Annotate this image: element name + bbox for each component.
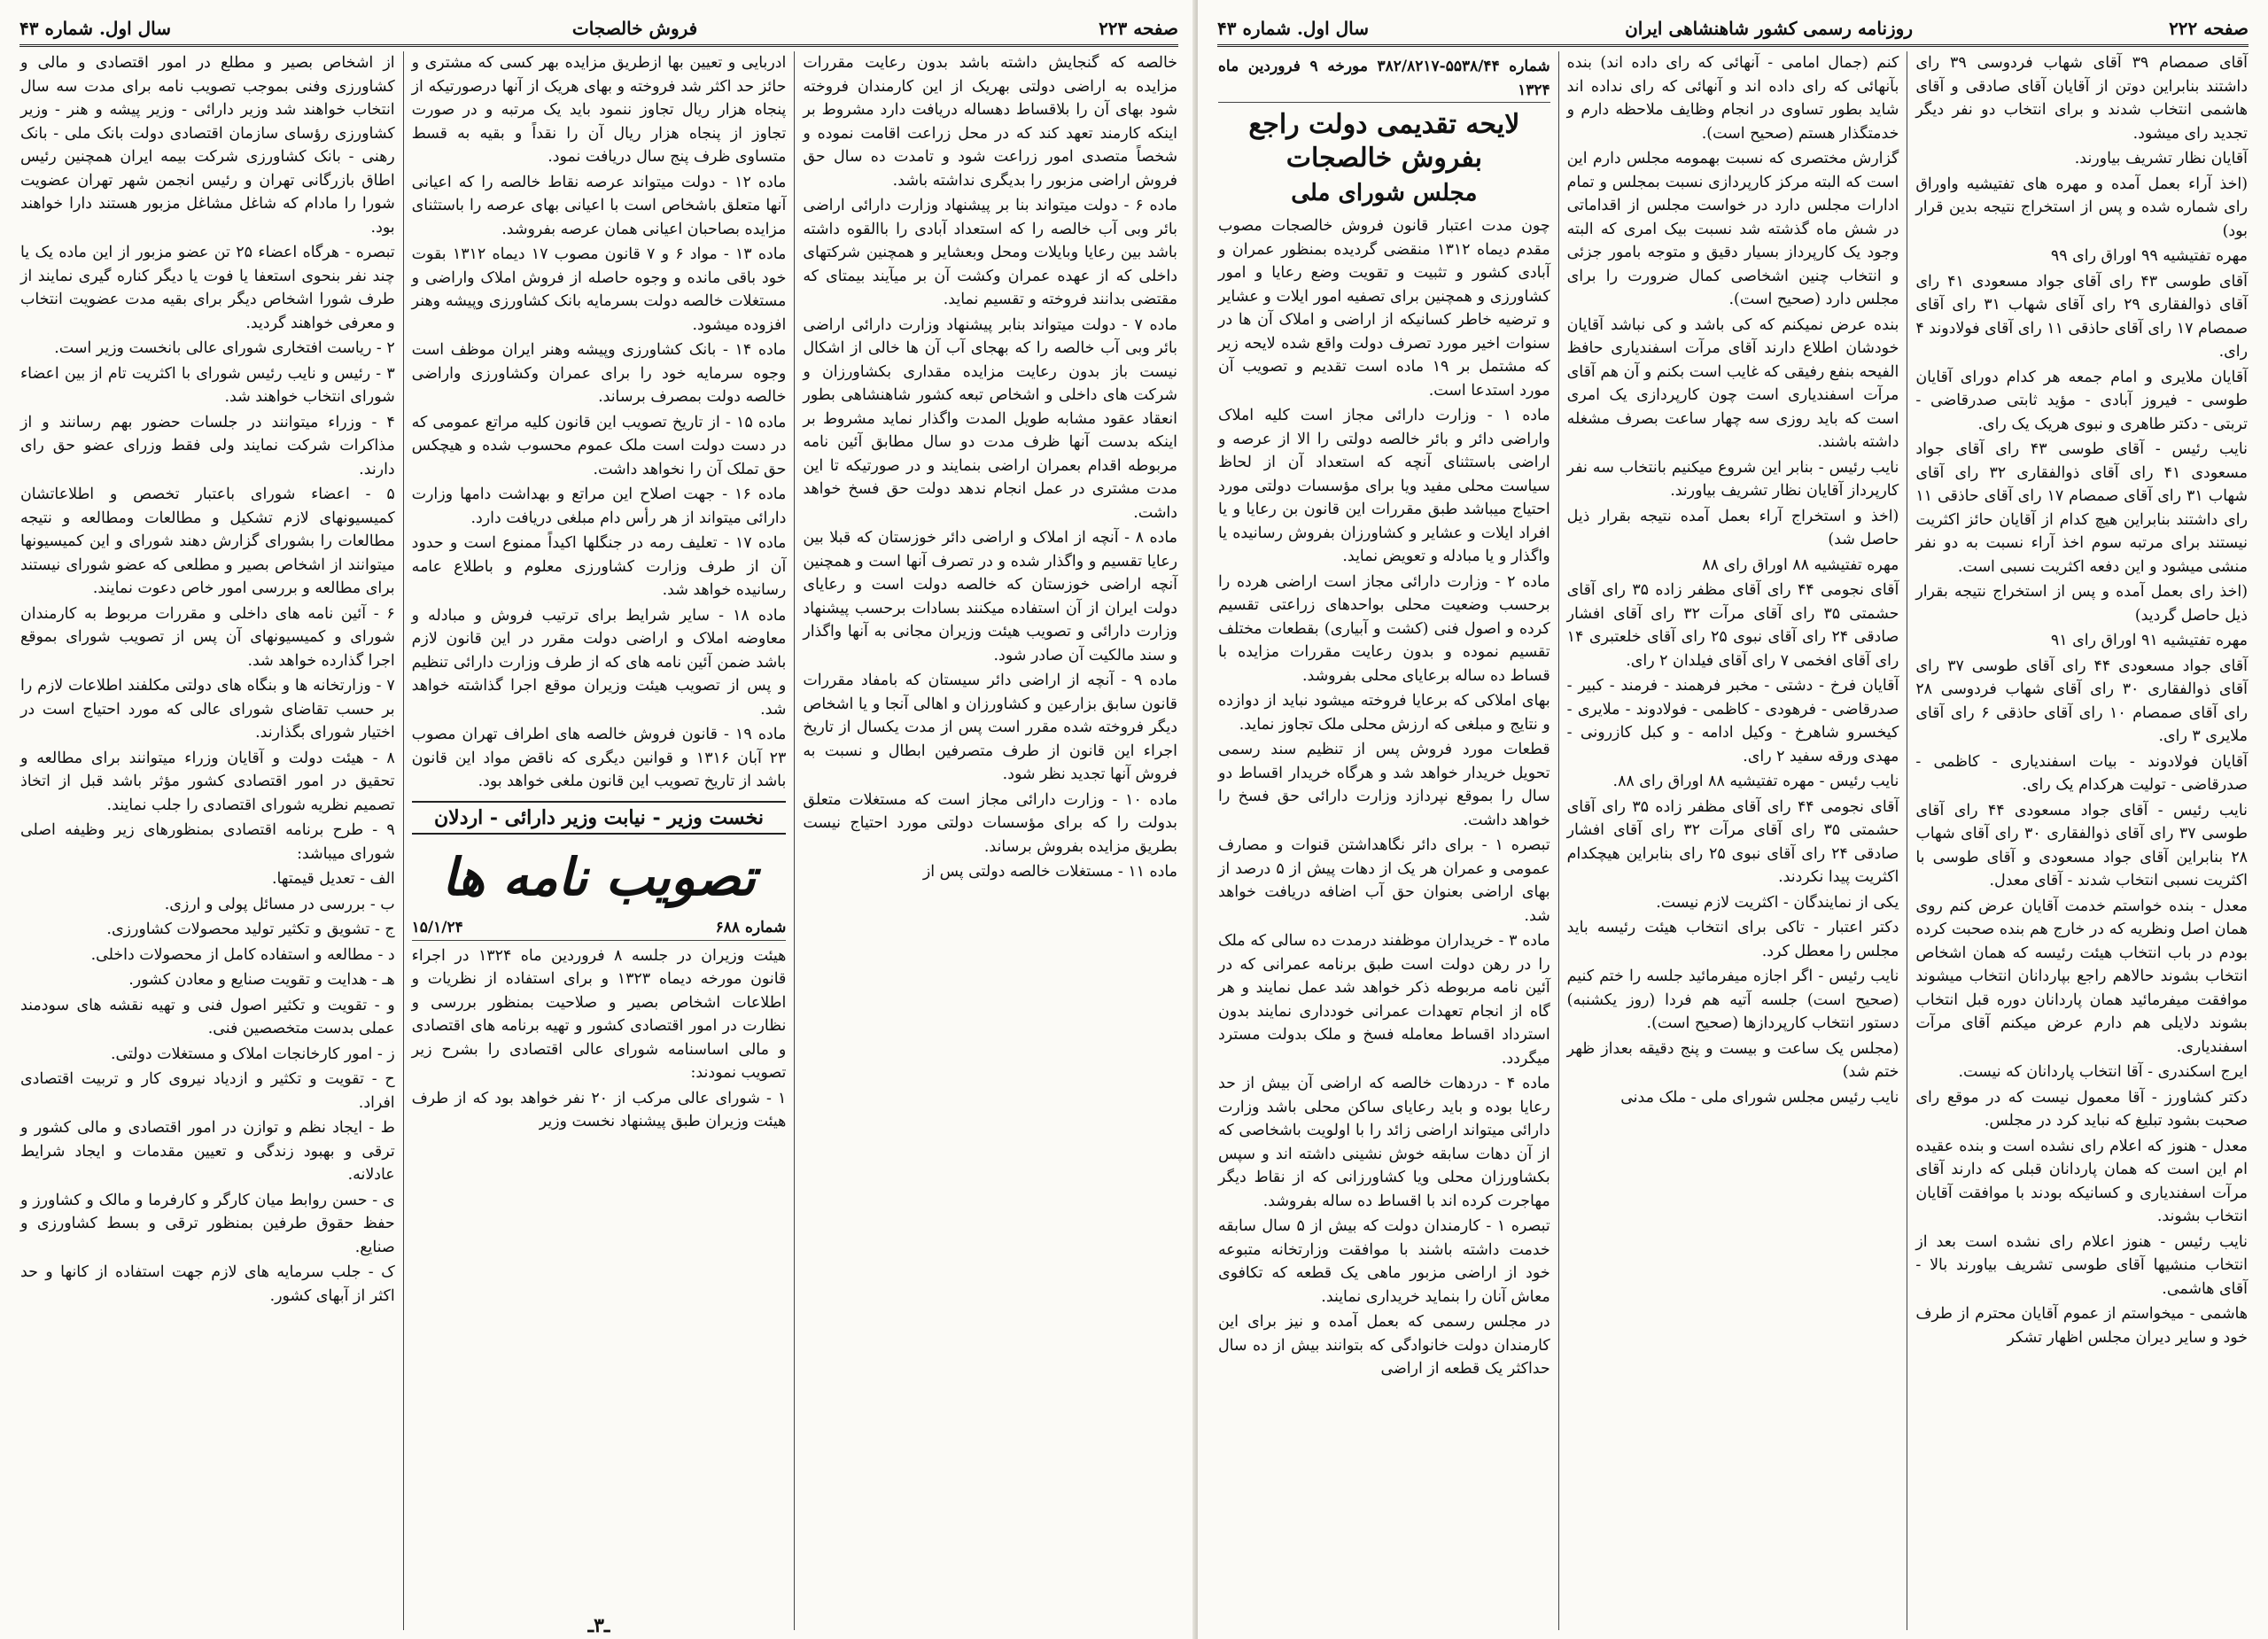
- bill-heading: لایحه تقدیمی دولت راجع بفروش خالصجات: [1248, 109, 1520, 174]
- paragraph: بنده عرض نمیکنم که کی باشد و کی نباشد آقایان خودشان اطلاع دارند آقای مرآت اسفندیاری حافظ الفیحه بنفع رفیقی که غایب است بکنم و آن هم آقای مرآت اسفندیاری است چون کارپردازی یک امری است که باید روزی سه چهار ساعت بصرف مشغله داشته باشند.: [1566, 315, 1899, 451]
- paragraph: ماده ۲ - وزارت دارائی مجاز است اراضی هرده را برحسب وضعیت محلی بواحدهای زراعتی تقسیم کرده و اصول فنی (کشت و آبیاری) بقطعات مختلف تقسیم نموده و بدون رعایت مقررات مزایده با قساط ده ساله برعایای محلی بفروشد.: [1217, 572, 1550, 685]
- paragraph: ۴ - وزراء میتوانند در جلسات حضور بهم رسانند و از مذاکرات شرکت نمایند ولی فقط وزرای عضو حق رای دارند.: [19, 413, 395, 478]
- paragraph: از اشخاص بصیر و مطلع در امور اقتصادی و مالی و کشاورزی وفنی بموجب تصویب نامه برای مدت سه سال انتخاب خواهند شد وزیر دارائی - وزیر پیشه و هنر - وزیر کشاورزی رؤسای سازمان اقتصادی دولت بانک ملی - بانک رهنی - بانک کشاورزی شرکت بیمه ایران همچنین رئیس اطاق بازرگانی تهران و رئیس انجمن شهر تهران عضویت شورا را مادام که شاغل مشاغل مزبور هستند دارا خواهند بود.: [19, 54, 395, 237]
- paragraph: الف - تعدیل قیمتها.: [271, 870, 395, 888]
- decree-date: ۱۵/۱/۲۴: [411, 919, 463, 936]
- paragraph: ماده ۴ - دردهات خالصه که اراضی آن بیش از حد رعایا بوده و باید رعایای ساکن محلی باشد وزارت دارائی میتواند اراضی زائد را با اولویت باشخاصی که از آن دهات سابقه خوش نشینی داشته اند و سپس بکشاورزان محلی ویا کشاورزانی که از نقاط دیگر مهاجرت کرده اند با اقساط ده ساله بفروشد.: [1217, 1075, 1550, 1210]
- paragraph: معدل - بنده خواستم خدمت آقایان عرض کنم روی همان اصل ونظریه که در خارج هم بنده صحبت کرده بودم در باب انتخاب هیئت رئیسه که همان اشخاص انتخاب بشوند حالاهم راجع بپاردانان انتخاب میشوند موافقت میفرمائید همان پاردانان دوره قبل انتخاب بشوند دلایلی هم دارم عرض میکنم آقای مرآت اسفندیاری.: [1915, 897, 2248, 1056]
- column-2: [1558, 51, 1907, 1630]
- paragraph: آقای نجومی ۴۴ رای آقای مظفر زاده ۳۵ رای آقای حشمتی ۳۵ رای آقای مرآت ۳۲ رای آقای افشار صادقی ۲۴ رای آقای نبوی ۲۵ رای آقای خلعتبری ۱۴ رای آقای افخمی ۷ رای آقای فیلدان ۲ رای.: [1566, 581, 1899, 670]
- section-banner: تصویب نامه ها: [441, 847, 757, 907]
- paragraph: (اخذ رای بعمل آمده و پس از استخراج نتیجه بقرار ذیل حاصل گردید): [1915, 583, 2248, 625]
- paragraph: آقای نجومی ۴۴ رای آقای مظفر زاده ۳۵ رای آقای حشمتی ۳۵ رای آقای مرآت ۳۲ رای آقای افشار صادقی ۲۴ رای آقای نبوی ۲۵ رای بنابراین هیچکدام اکثریت پیدا نکردند.: [1566, 797, 1899, 886]
- paragraph: آقایان فولادوند - بیات اسفندیاری - کاظمی - صدرقاضی - تولیت هرکدام یک رای.: [1915, 752, 2248, 794]
- paragraph: آقایان نظار تشریف بیاورند.: [2074, 150, 2248, 167]
- paragraph: ماده ۸ - آنچه از املاک و اراضی دائر خوزستان که قبلا بین رعایا تقسیم و واگذار شده و در تصرف آنها است و همچنین آنچه اراضی خوزستان که خالصه دولت است و رعایای دولت ایران از آن استفاده میکنند بسادات برحسب پیشنهاد وزارت دارائی و تصویب هیئت وزیران مجانی به آنها واگذار و سند مالکیت آن صادر شود.: [803, 529, 1177, 664]
- paragraph: دکتر اعتبار - تاکی برای انتخاب هیئت رئیسه باید مجلس را معطل کرد.: [1566, 919, 1899, 960]
- paragraph: مهره تفتیشیه ۹۱ اوراق رای ۹۱: [2050, 632, 2248, 649]
- page-title: روزنامه رسمی کشور شاهنشاهی ایران: [1625, 18, 1913, 39]
- paragraph: ماده ۱۸ - سایر شرایط برای ترتیب فروش و مبادله و معاوضه املاک و اراضی دولت مقرر در این قانون لازم باشد ضمن آئین نامه های که از طرف وزارت دارائی تنظیم و پس از تصویب هیئت وزیران موقع اجرا گذاشته خواهد شد.: [411, 606, 787, 719]
- paragraph: تبصره - هرگاه اعضاء ۲۵ تن عضو مزبور از این ماده یک یا چند نفر بنحوی استعفا یا فوت یا دیگر کناره گیری نمایند از طرف شورا اشخاص دیگر برای بقیه مدت عضویت انتخاب و معرفی خواهند گردید.: [19, 244, 395, 332]
- paragraph: تبصره ۱ - کارمندان دولت که بیش از ۵ سال سابقه خدمت داشته باشند با موافقت وزارتخانه متبوعه خود از اراضی مزبور ماهی یک قطعه که تکافوی معاش آنان را بنماید خریداری نمایند.: [1217, 1217, 1550, 1306]
- paragraph: ماده ۱۹ - قانون فروش خالصه های اطراف تهران مصوب ۲۳ آبان ۱۳۱۶ و قوانین دیگری که ناقض مواد این قانون باشد از تاریخ تصویب این قانون ملغی خواهد بود.: [411, 726, 787, 790]
- footer-mark: ـ۳ـ: [587, 1614, 610, 1637]
- paragraph: ی - حسن روابط میان کارگر و کارفرما و مالک و کشاورز و حفظ حقوق طرفین بمنظور ترقی و بسط کشاورزی و صنایع.: [19, 1191, 395, 1256]
- paragraph: د - مطالعه و استفاده کامل از محصولات داخلی.: [90, 945, 395, 964]
- paragraph: ۲ - ریاست افتخاری شورای عالی بانخست وزیر است.: [54, 339, 395, 357]
- paragraph: نایب رئیس - اگر اجازه میفرمائید جلسه را ختم کنیم (صحیح است) جلسه آتیه هم فردا (روز یکشنبه) دستور انتخاب کارپردازها (صحیح است).: [1566, 967, 1899, 1032]
- paragraph: ز - امور کارخانجات املاک و مستغلات دولتی.: [110, 1045, 395, 1063]
- paragraph: ماده ۱ - وزارت دارائی مجاز است کلیه املاک واراضی دائر و بائر خالصه دولتی را الا از عرصه و اراضی باستثنای آنچه که استعداد آن از لحاظ سیاست محلی مفید ویا برای مؤسسات دولتی مورد احتیاج میباشد طبق مقررات این قانون بن رعایا و یا افراد ایلات و عشایر و کشاورزان بفروش رسانیده یا واگذار و یا مبادله و تعویض نماید.: [1217, 407, 1550, 565]
- paragraph: (اخذ و استخراج آراء بعمل آمده نتیجه بقرار ذیل حاصل شد): [1566, 507, 1899, 548]
- paragraph: آقایان ملایری و امام جمعه هر کدام دورای آقایان طوسی - فیروز آبادی - مؤید ثابتی صدرقاضی - تربتی - دکتر طاهری و نبوی هریک یک رای.: [1915, 368, 2248, 433]
- signature-line: نخست وزیر - نیابت وزیر دارائی - اردلان: [412, 801, 787, 835]
- page-number: صفحه ۲۲۲: [2169, 18, 2249, 39]
- decree-number: [412, 916, 787, 941]
- paragraph: و - تقویت و تکثیر اصول فنی و تهیه نقشه های سودمند عملی بدست متخصصین فنی.: [19, 996, 395, 1037]
- paragraph: ۹ - طرح برنامه اقتصادی بمنظورهای زیر وظیفه اصلی شورای میباشد:: [19, 821, 395, 863]
- paragraph: ماده ۹ - آنچه از اراضی دائر سیستان که بامفاد مقررات قانون سابق بزارعین و کشاورزان و اهالی آنجا و یا اشخاص دیگر فروخته شده مقرر است پس از مدت یکسال از تاریخ اجراء این قانون از طرف متصرفین ابطال و نسبت به فروش آنها تجدید نظر شود.: [803, 672, 1177, 783]
- page-222: [1198, 0, 2268, 1639]
- paragraph: ح - تقویت و تکثیر و ازدیاد نیروی کار و تربیت اقتصادی افراد.: [19, 1070, 395, 1112]
- paragraph: هـ - هدایت و تقویت صنایع و معادن کشور.: [128, 971, 395, 989]
- paragraph: ماده ۶ - دولت میتواند بنا بر پیشنهاد وزارت دارائی اراضی بائر وبی آب خالصه را که استعداد آبادی را باالقوه داشته باشد بین رعایا وبایلات ومحل وبعشایر و همچنین شرکتهای داخلی که از عهده عمران وکشت آن بر میآیند بیمتای که مقتضی بدانند فروخته و تقسیم نماید.: [803, 197, 1177, 308]
- bill-number: [1218, 55, 1550, 103]
- paragraph: ماده ۳ - خریداران موظفند درمدت ده سالی که ملک را در رهن دولت است طبق برنامه عمرانی که در آئین نامه مربوطه ذکر خواهد شد عمل نمایند و هر گاه از انجام تعهدات عمرانی خودداری نمایند بدون استرداد اقساط معامله فسخ و ملک بدولت مسترد میگردد.: [1217, 932, 1550, 1068]
- paragraph: (مجلس یک ساعت و بیست و پنج دقیقه بعداز ظهر ختم شد): [1566, 1039, 1899, 1081]
- paragraph: قطعات مورد فروش پس از تنظیم سند رسمی تحویل خریدار خواهد شد و هرگاه خریدار اقساط دو سال را بموقع نپردازد وزارت دارائی حق فسخ را خواهد داشت.: [1217, 741, 1550, 829]
- paragraph: ۵ - اعضاء شورای باعتبار تخصص و اطلاعاتشان کمیسیونهای لازم تشکیل و مطالعات ومطالعه و نتیجه مطالعات را بشورای گزارش دهند شورای و این کمیسیونها میتوانند از اشخاص بصیر و مطلعی که عضو شورای نیستند برای مطالعه و بررسی امور خاص دعوت نمایند.: [19, 485, 395, 597]
- paragraph: چون مدت اعتبار قانون فروش خالصجات مصوب مقدم دیماه ۱۳۱۲ منقضی گردیده بمنظور عمران و آبادی کشور و تثبیت و تقویت وضع رعایا و امور کشاورزی و همچنین برای تصفیه امور ایلات و عشایر و ترضیه خاطر کسانیکه از اراضی و املاک آن ها در سنوات اخیر مورد تصرف دولت واقع شده لایحه زیر که مشتمل بر ۱۹ ماده است تقدیم و تصویب آن مورد استدعا است.: [1217, 217, 1550, 400]
- paragraph: مهره تفتیشیه ۸۸ اوراق رای ۸۸: [1702, 555, 1899, 574]
- columns: [1210, 51, 2256, 1630]
- paragraph: ماده ۱۳ - مواد ۶ و ۷ قانون مصوب ۱۷ دیماه ۱۳۱۲ بقوت خود باقی مانده و وجوه حاصله از فروش املاک واراضی و مستغلات خالصه دولت بسرمایه بانک کشاورزی وپیشه وهنر افزوده میشود.: [411, 245, 787, 334]
- paragraph: ۸ - هیئت دولت و آقایان وزراء میتوانند برای مطالعه و تحقیق در امور اقتصادی کشور مؤثر باشد قبل از اتخاذ تصمیم نظریه شورای اقتصادی را جلب نمایند.: [19, 749, 395, 814]
- page-header: [19, 12, 1178, 47]
- paragraph: بهای املاکی که برعایا فروخته میشود نباید از دوازده و نتایج و مبلغی که ارزش محلی ملک تجاوز نماید.: [1217, 692, 1550, 734]
- paragraph: ماده ۱۴ - بانک کشاورزی وپیشه وهنر ایران موظف است وجوه سرمایه خود را برای عمران وکشاورزی واراضی خالصه دولت بمصرف برساند.: [411, 341, 787, 406]
- decree-no: شماره ۶۸۸: [715, 919, 787, 936]
- columns: [12, 51, 1185, 1630]
- column-3: [1210, 51, 1558, 1630]
- paragraph: در مجلس رسمی که بعمل آمده و نیز برای این کارمندان دولت خانوادگی که بتوانند بیش از ده سال حداکثر یک قطعه از اراضی: [1217, 1313, 1550, 1378]
- paragraph: ماده ۱۶ - جهت اصلاح این مراتع و بهداشت دامها وزارت دارائی میتواند از هر رأس دام مبلغی دریافت دارد.: [411, 485, 787, 527]
- paragraph: ماده ۱۷ - تعلیف رمه در جنگلها اکیداً ممنوع است و حدود آن از طرف وزارت کشاورزی معلوم و باطلاع عامه رسانیده خواهد شد.: [411, 534, 787, 599]
- paragraph: هاشمی - میخواستم از عموم آقایان محترم از طرف خود و سایر دیران مجلس اظهار تشکر: [1915, 1305, 2248, 1347]
- paragraph: ماده ۱۲ - دولت میتواند عرصه نقاط خالصه را که اعیانی آنها متعلق باشخاص است با اعیانی بهای عرصه را باستثنای مزایده بصاحبان اعیانی همان عرصه بفروشد.: [411, 173, 787, 238]
- paragraph: مهره تفتیشیه ۹۹ اوراق رای ۹۹: [2050, 247, 2248, 265]
- column-1: [794, 51, 1185, 1630]
- paragraph: آقای جواد مسعودی ۴۴ رای آقای طوسی ۳۷ رای آقای ذوالفقاری ۳۰ رای آقای شهاب فردوسی ۲۸ رای آقای صمصام ۱۰ رای آقای حاذقی ۶ رای آقای ملایری ۳ رای.: [1915, 656, 2248, 745]
- column-3: [12, 51, 403, 1630]
- issue-number: سال اول. شماره ۴۳: [19, 18, 172, 39]
- paragraph: ک - جلب سرمایه های لازم جهت استفاده از کانها و حد اکثر از آبهای کشور.: [19, 1263, 395, 1305]
- paragraph: دکتر کشاورز - آقا معمول نیست که در موقع رای صحبت بشود تبلیغ که نباید کرد در مجلس.: [1915, 1088, 2248, 1130]
- page-number: صفحه ۲۲۳: [1099, 18, 1178, 39]
- paragraph: آقایان فرخ - دشتی - مخبر فرهمند - فرمند - کبیر - صدرقاضی - فرهودی - کاظمی - فولادوند - ملایری - کیخسرو شاهرخ - وکیل ادامه - و کبل کازرونی - مهدی ورقه سفید ۲ رای.: [1566, 677, 1899, 765]
- issue-number: سال اول. شماره ۴۳: [1217, 18, 1370, 39]
- column-2: [403, 51, 795, 1630]
- paragraph: ب - بررسی در مسائل پولی و ارزی.: [164, 895, 395, 913]
- paragraph: هیئت وزیران در جلسه ۸ فروردین ماه ۱۳۲۴ در اجراء قانون مورخه دیماه ۱۳۲۳ و برای استفاده از نظریات و اطلاعات اشخاص بصیر و صلاحیت بمنظور بررسی و نظارت در امور اقتصادی کشور و تهیه برنامه های اقتصادی و مالی اساسنامه شورای عالی اقتصادی را بشرح زیر تصویب نمودند:: [411, 946, 787, 1082]
- bill-no: شماره ۵۵۳۸/۴۴-۳۸۲/۸۲۱۷ مورخه ۹ فروردین ماه ۱۳۲۴: [1217, 58, 1550, 99]
- paragraph: ۶ - آئین نامه های داخلی و مقررات مربوط به کارمندان شورای و کمیسیونهای آن پس از تصویب شورای بموقع اجرا گذارده خواهد شد.: [19, 604, 395, 670]
- paragraph: نایب رئیس - مهره تفتیشیه ۸۸ اوراق رای ۸۸.: [1612, 773, 1899, 790]
- paragraph: ماده ۱۰ - وزارت دارائی مجاز است که مستغلات متعلق بدولت را که برای مؤسسات دولتی مورد احتیاج نیست بطریق مزایده بفروش برساند.: [803, 790, 1178, 856]
- paragraph: ماده ۱۵ - از تاریخ تصویب این قانون کلیه مراتع عمومی که در دست دولت است ملک عموم محسوب شده و هیچکس حق تملک آن را نخواهد داشت.: [411, 413, 787, 478]
- paragraph: ۳ - رئیس و نایب رئیس شورای با اکثریت تام از بین اعضاء شورای انتخاب خواهند شد.: [19, 364, 395, 406]
- paragraph: نایب رئیس - آقای طوسی ۴۳ رای آقای جواد مسعودی ۴۱ رای آقای ذوالفقاری ۳۲ رای آقای شهاب ۳۱ رای آقای صمصام ۱۷ رای آقای حاذقی ۱۱ رای داشتند بنابراین هیچ کدام از آقایان حائز اکثریت نیستند برای مرتبه سوم اخذ آراء نسبت به دو نفر منشی میشود و این دفعه اکثریت نسبی است.: [1915, 440, 2248, 576]
- column-1: [1907, 51, 2256, 1630]
- paragraph: ط - ایجاد نظم و توازن در امور اقتصادی و مالی کشور و ترقی و بهبود زندگی و تعیین مقدمات و ایجاد شرایط عادلانه.: [19, 1119, 395, 1184]
- paragraph: معدل - هنوز که اعلام رای نشده است و بنده عقیده ام این است که همان پاردانان قبلی که دارند آقای مرآت اسفندیاری و کسانیکه بودند با موافقت آقایان انتخاب بشوند.: [1915, 1137, 2248, 1225]
- paragraph: ادربایی و تعیین بها ازطریق مزایده بهر کسی که مشتری و حائز حد اکثر شد فروخته و بهای هریک از آنها درصورتیکه از پنجاه هزار ریال تجاوز ننمود باید یک مرتبه و در صورت تجاوز از پنجاه هزار ریال آن را نقداً و بقیه به قسط متساوی ظرف پنج سال دریافت نمود.: [411, 54, 787, 166]
- paragraph: یکی از نمایندگان - اکثریت لازم نیست.: [1656, 893, 1899, 912]
- paragraph: نایب رئیس - هنوز اعلام رای نشده است بعد از انتخاب منشیها آقای طوسی تشریف بیاورند بالا - آقای هاشمی.: [1915, 1232, 2248, 1298]
- paragraph: آقای صمصام ۳۹ آقای شهاب فردوسی ۳۹ رای داشتند بنابراین دوتن از آقایان آقای صادقی و آقای هاشمی انتخاب شدند و برای انتخاب دو نفر دیگر تجدید رای میشود.: [1915, 54, 2248, 143]
- paragraph: خالصه که گنجایش داشته باشد بدون رعایت مقررات مزایده به اراضی دولتی بهریک از این کارمندان فروخته شود بهای آن را بلاقساط دهساله دریافت دارد مشروط بر اینکه کارمند تعهد کند که در محل زراعت اقامت نموده و شخصاً متصدی امور زراعت شود و تامدت ده سال حق فروش اراضی مزبور را بدیگری نداشته باشد.: [803, 54, 1177, 190]
- paragraph: ج - تشویق و تکثیر تولید محصولات کشاورزی.: [106, 920, 395, 938]
- bill-subheading: مجلس شورای ملی: [1291, 180, 1478, 206]
- paragraph: ماده ۷ - دولت میتواند بنابر پیشنهاد وزارت دارائی اراضی بائر وبی آب خالصه را که بهجای آب آن ها خالی از اشکال نیست باز بدون رعایت مزایده مقداری بکشاورزان و شرکت های داخلی و اشخاص تبعه کشور شاهنشاهی بطور انعقاد عقود مشابه طویل المدت واگذار نماید مشروط بر اینکه بدست آنها ظرف مدت دو سال مطابق آئین نامه مربوطه اقدام بعمران اراضی بنمایند و در صورتیکه تا این مدت مشتری در عمل انجام ندهد دولت حق فسخ خواهد داشت.: [803, 315, 1177, 522]
- paragraph: تبصره ۱ - برای دائر نگاهداشتن قنوات و مصارف عمومی و عمران هر یک از دهات پیش از ۵ درصد از بهای اراضی بعنوان حق آب اضافه دریافت خواهد شد.: [1217, 836, 1550, 925]
- paragraph: ۱ - شورای عالی مرکب از ۲۰ نفر خواهد بود که از طرف هیئت وزیران طبق پیشنهاد نخست وزیر: [411, 1089, 787, 1130]
- paragraph: (اخذ آراء بعمل آمده و مهره های تفتیشیه واوراق رای شماره شده و پس از استخراج نتیجه بدین قرار بود): [1915, 175, 2248, 240]
- page-header: [1217, 12, 2249, 47]
- paragraph: ایرج اسکندری - آقا انتخاب پاردانان که نیست.: [1958, 1063, 2248, 1081]
- paragraph: آقای طوسی ۴۳ رای آقای جواد مسعودی ۴۱ رای آقای ذوالفقاری ۲۹ رای آقای شهاب ۳۱ رای آقای صمصام ۱۷ رای آقای حاذقی ۱۱ رای آقای فولادوند ۴ رای.: [1915, 272, 2248, 361]
- paragraph: ماده ۱۱ - مستغلات خالصه دولتی پس از: [922, 863, 1177, 881]
- page-title: فروش خالصجات: [571, 18, 698, 39]
- paragraph: ۷ - وزارتخانه ها و بنگاه های دولتی مکلفند اطلاعات لازم را بر حسب تقاضای شورای عالی که مورد احتیاج است در اختیار شورای بگذارند.: [19, 677, 395, 742]
- paragraph: گزارش مختصری که نسبت بهمومه مجلس دارم این است که البته مرکز کارپردازی نسبت بمجلس و تمام ادارات مجلس دارد در خواست مجلس از اقداماتی در شش ماه گذشته شد نسبت بیک امری که البته وجود یک کارپرداز بسیار دقیق و متوجه بامور جزئی و انتخاب چنین اشخاصی کمال ضرورت را برای مجلس دارد (صحیح است).: [1566, 150, 1899, 308]
- paragraph: نایب رئیس مجلس شورای ملی - ملک مدنی: [1620, 1088, 1899, 1107]
- paragraph: نایب رئیس - بنابر این شروع میکنیم بانتخاب سه نفر کارپرداز آقایان نظار تشریف بیاورند.: [1566, 458, 1899, 500]
- paragraph: نایب رئیس - آقای جواد مسعودی ۴۴ رای آقای طوسی ۳۷ رای آقای ذوالفقاری ۳۰ رای آقای شهاب ۲۸ بنابراین آقای جواد مسعودی و آقای طوسی با اکثریت نسبی انتخاب شدند - آقای معدل.: [1915, 801, 2248, 889]
- paragraph: کنم (جمال امامی - آنهائی که رای داده اند) بنده بآنهائی که رای داده اند و آنهائی که رای نداده اند شاید بطور تساوی در انجام وظایف ملاحظه دارم و خدمتگذار هستم (صحیح است).: [1566, 54, 1899, 143]
